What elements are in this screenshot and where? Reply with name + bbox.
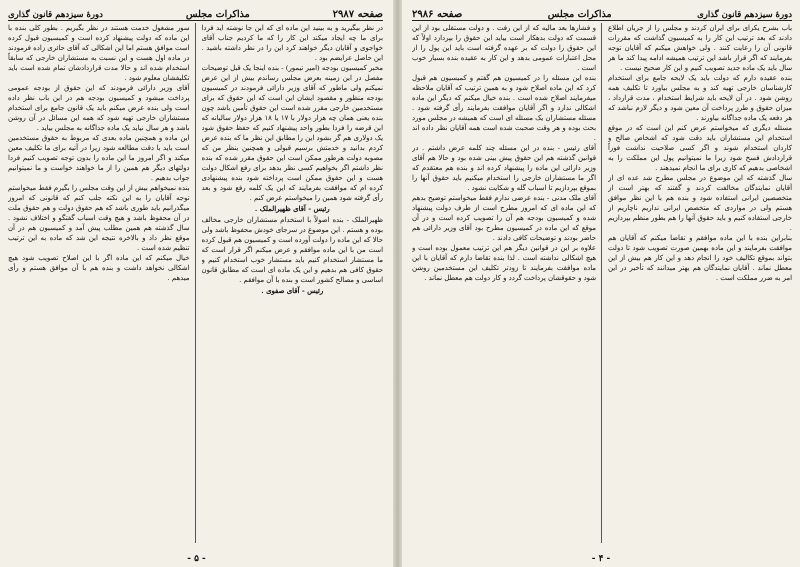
right-page-footer-number: - ۴ -: [591, 554, 611, 564]
right-page-inner-column: [412, 23, 602, 543]
book-gutter: [393, 0, 402, 567]
right-page-header: [412, 4, 792, 21]
right-page-columns: [412, 23, 792, 543]
speaker-line: رئیس - آقای ظهیرالملک .: [254, 205, 330, 213]
paragraph: و فشارها بعد مالیه که از این رفت . و دولت مستقلی بود از این قسمت که دولت بدهکار است بیاید این حقوق را بپردازد اولاً که این حقوق را دولت که بر عهده گرفته است باید این پول را از محل اعتبارات عمومی بدهد و این کار به عقیده بنده بسیار خوب است .: [412, 24, 596, 72]
paragraph: بنده عقیده دارم که دولت باید یک لایحه جامع برای استخدام کارشناسان خارجی تهیه کند و به مجلس بیاورد تا تکلیف همه روشن شود . در آن لایحه باید شرایط استخدام ، مدت قرارداد ، میزان حقوق و طرز پرداخت آن معین شود و دیگر لازم نباشد که هر دفعه یک ماده جداگانه بیاورند .: [608, 74, 792, 122]
paragraph: علاوه بر این در قوانین دیگر هم این ترتیب معمول بوده است و هیچ اشکالی نداشته است . لذا بنده تقاضا دارم که آقایان با این ماده موافقت بفرمایند تا زودتر تکلیف این مستخدمین روشن شود و حقوقشان پرداخت گردد و کار دولت هم معطل نماند .: [412, 244, 596, 282]
right-page-running-title: مذاکرات مجلس: [547, 9, 612, 20]
right-page-session-title: دورهٔ سیزدهم قانون گذاری: [697, 10, 792, 20]
paragraph: بنده این مسئله را در کمیسیون هم گفتم و کمیسیون هم قبول کرد که این ماده اصلاح شود و به همین ترتیب که آقایان ملاحظه میفرمایند اصلاح شده است . بنده خیال میکنم که دیگر این ماده اشکالی ندارد و اگر آقایان موافقت بفرمایند رأی گرفته شود . مسئله مستشاران یک مسئله ای است که همیشه در مجلس مورد بحث بوده و هر وقت صحبت شده است همه آقایان نظر داده اند .: [412, 74, 596, 142]
left-page-header: [8, 4, 383, 21]
paragraph: سال گذشته که این موضوع در مجلس مطرح شد عده ای از آقایان نمایندگان مخالفت کردند و گفتند که بهتر است از متخصصین ایرانی استفاده شود و بنده هم با این نظر موافق هستم ولی در مواردی که متخصص ایرانی نداریم ناچاریم از خارجی استفاده کنیم و باید حقوق آنها را هم بطور منظم بپردازیم .: [608, 174, 792, 232]
paragraph: بنده نمیخواهم بیش از این وقت مجلس را بگیرم فقط میخواستم توجه آقایان را به این نکته جلب کنم که قانونی که امروز میگذرانیم باید طوری باشد که هم حقوق دولت و هم حقوق ملت در آن محفوظ باشد و هیچ وقت اسباب گفتگو و اختلاف نشود . سال گذشته هم همین مطلب پیش آمد و کمیسیون هم در آن موقع نظر داد و بالاخره نتیجه این شد که ماده به این ترتیب تنظیم شده است .: [8, 184, 190, 252]
paragraph: آقای وزیر دارائی فرمودند که این حقوق از بودجه عمومی پرداخت میشود و کمیسیون بودجه هم در این باب نظر داده است ولی بنده عرض میکنم باید یک قانون جامع برای استخدام مستشاران خارجی تهیه شود که همه این مسائل در آن روشن باشد و هر سال نیاید یک ماده جداگانه به مجلس بیاید .: [8, 84, 190, 132]
left-page-outer-column: [202, 23, 384, 543]
left-page-columns: [8, 23, 383, 543]
left-page-number-label: صفحه ۲۹۸۷: [332, 9, 383, 20]
left-page: [0, 0, 393, 567]
paragraph: این ماده و همچنین ماده بعدی که مربوط به حقوق مستخدمین است باید با دقت مطالعه شود زیرا در آتیه برای ما تکلیف معین میکند و اگر امروز ما این ماده را بدون توجه تصویب کنیم فردا دولتهای دیگر هم همین را از ما خواهند خواست و ما نمیتوانیم جواب بدهیم .: [8, 134, 190, 182]
speaker-line: رئیس - آقای صفوی .: [261, 287, 324, 295]
paragraph: آقای ملک مدنی - بنده عرضی ندارم فقط میخواستم توضیح بدهم که این ماده ای که امروز مطرح است از طرف دولت پیشنهاد شده و کمیسیون بودجه هم آن را تصویب کرده است و در آن موقع که این ماده در کمیسیون مطرح بود آقای وزیر دارائی هم حاضر بودند و توضیحات کافی دادند .: [412, 194, 596, 242]
paragraph: بنابراین بنده با این ماده موافقم و تقاضا میکنم که آقایان هم موافقت بفرمایند و این ماده بهمین صورت تصویب شود تا دولت بتواند بموقع تکالیف خود را انجام دهد و این کار هم بیش از این معطل نماند . آقایان نمایندگان هم بهتر میدانند که تأخیر در این امر به ضرر مملکت است .: [608, 234, 792, 282]
paragraph: باب بشرح یکرای برای ایران کردند و مجلس را از جریان اطلاع دادند که بعد ترتیب این کار را به کمیسیون گذاشت که مقررات قانونی آن را رعایت کنند . ولی خواهش میکنم که آقایان توجه بفرمایند که اگر قرار باشد این ترتیب همیشه ادامه پیدا کند ما هر سال باید یک ماده جدید تصویب کنیم و این کار صحیح نیست .: [608, 24, 792, 72]
paragraph: در نظر بیگیرید و به بینید این ماده ای که این جا نوشته اید فردا برای ما چه ایجاد میکند این کار را که ما کردیم جناب آقای خواجوی و آقایان دیگر خواهند کرد این را در نظر داشته باشید . این حاصل عرایضم بود .: [201, 24, 383, 62]
right-page-outer-column: [608, 23, 792, 543]
paragraph: آقای رئیس - بنده در این مسئله چند کلمه عرض داشتم . در قوانین گذشته هم این حقوق پیش بینی شده بود و حالا هم آقای وزیر دارائی این ماده را پیشنهاد کرده اند و بنده هم معتقدم که اگر ما مستشاران خارجی را استخدام میکنیم باید حقوق آنها را بموقع بپردازیم تا اسباب گله و شکایت نشود .: [412, 144, 596, 192]
paragraph: خیال میکنم که این ماده اگر با این اصلاح تصویب شود هیچ اشکالی نخواهد داشت و بنده هم با آن موافق هستم و رأی میدهم .: [8, 254, 190, 282]
paragraph: مسئله دیگری که میخواستم عرض کنم این است که در موقع استخدام این مستشاران باید دقت شود که اشخاص صالح و کاردان استخدام شوند و اگر کسی صلاحیت نداشت فوراً قراردادش فسخ شود زیرا ما نمیتوانیم پول این مملکت را به اشخاصی بدهیم که کاری برای ما انجام نمیدهند .: [608, 124, 792, 172]
paragraph: مخبر کمیسیون بودجه (امیر تیمور) - بنده اینجا یک قبل توضیحات مفصل در این زمینه بعرض مجلس رساندم بیش از این عرض نمیکنم ولی ماطور که آقای وزیر دارائی فرمودند در کمیسیون بودجه منظور و مقصود ایشان این است که این حقوق که برای مستخدمین خارجی مقرر شده است این حقوق تأمین باشد چون بنده یعنی همان چه هزار دولار با ۱۷ یا ۱۸ هزار دولار سالیانه که این قرضه را فردا بطور واحد پیشنهاد کنیم که حفظ حقوق شود یک دولاری هم گر بشود این را مطابق این نظر ما که بنده عرض کردم بدانید و خدمتش برسیم قبولی و همچنین بنظر من که مصوبه دولت هرطور ممکن است این حقوق مقرر شده که بنده نظر داشتم اگر بخواهیم کسی نظر بدهد برای رفع اشکال دولت هست و این حقوق ممکن است پرداخته شود بنده پیشنهادی کرده ام که موافقت بفرمایند که این یک کلمه رفع شود و بعد رأی گرفته شود همین را میخواستم عرض کنم .: [201, 64, 383, 202]
left-page-running-title: مذاکرات مجلس: [185, 9, 250, 20]
right-page-number-label: صفحه ۲۹۸۶: [412, 9, 463, 20]
right-page: [402, 0, 800, 567]
left-page-inner-column: [8, 23, 196, 543]
left-page-session-title: دورهٔ سیزدهم قانون گذاری: [8, 10, 103, 20]
left-page-footer-number: - ۵ -: [187, 554, 206, 564]
paragraph: ظهیرالملک - بنده اصولاً با استخدام مستشاران خارجی مخالف بوده و هستم . این موضوع در سرجای خودش محفوظ باشد ولی حالا که این ماده را دولت آورده است و کمیسیون هم قبول کرده است من با این ماده موافقم و عرض میکنم اگر قرار است که ما مستشار استخدام کنیم باید مستشار خوب استخدام کنیم و حقوق کافی هم بدهیم و این یک ماده ای است که مطابق قانون اساسی و مصالح کشور است و بنده با آن موافقم .: [201, 216, 383, 284]
paragraph: سور مشغول خدمت هستند در نظر بگیریم . بطور کلی بنده با این ماده که دولت پیشنهاد کرده است و کمیسیون قبول کرده است موافق هستم اما این اشکالی که آقای حائری زاده فرمودند در ماده اول هست و این نسبت به مستشاران خارجی که سابقاً استخدام شده اند و حالا مدت قراردادشان تمام شده است باید تکلیفشان معلوم شود .: [8, 24, 190, 82]
